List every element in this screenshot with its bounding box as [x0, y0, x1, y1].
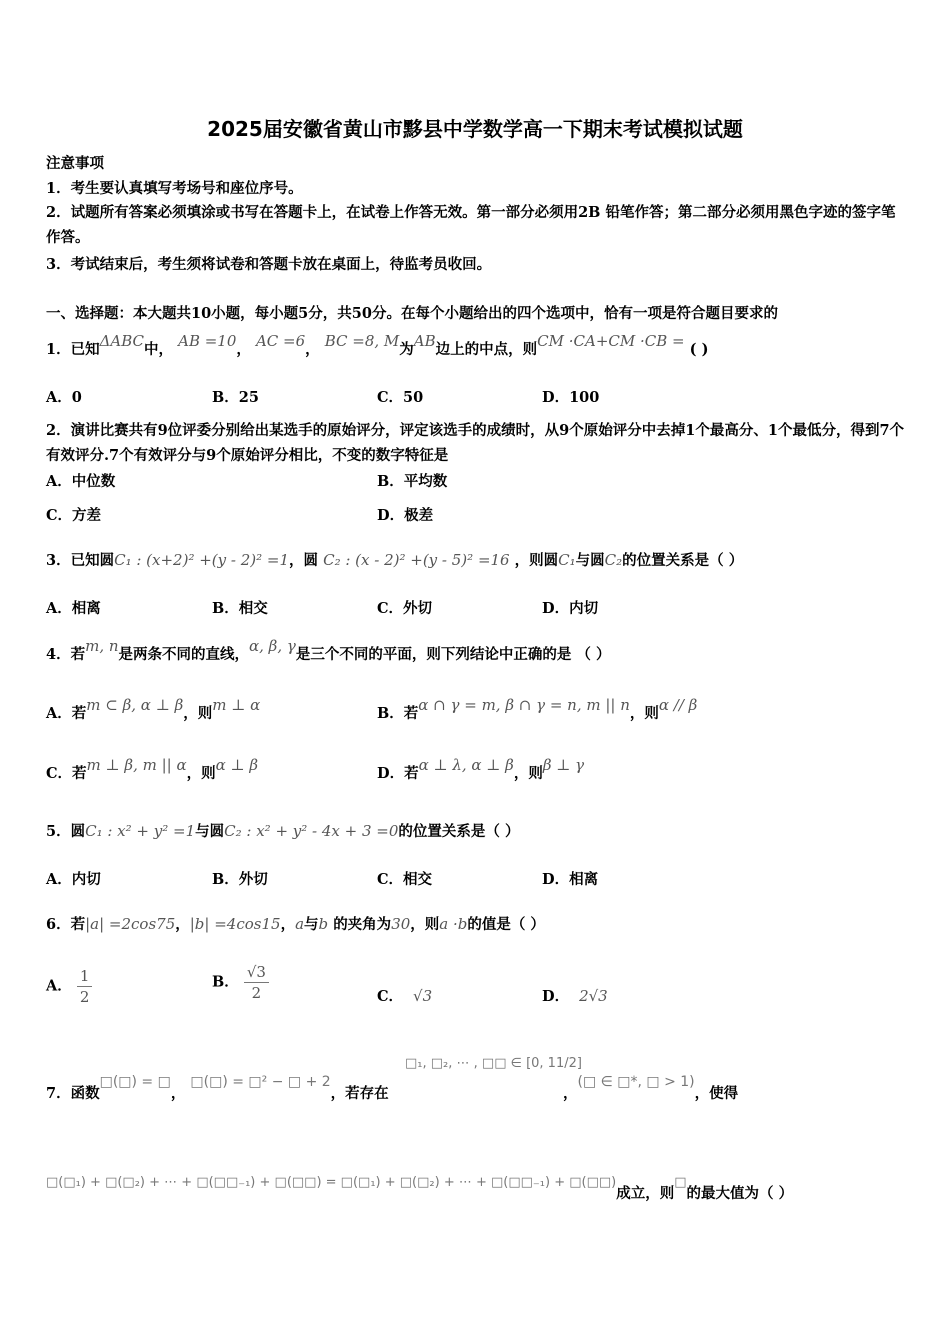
q2-option-a: A．中位数: [46, 473, 116, 490]
q6-text: ，则: [410, 916, 440, 933]
q5-math: C₂ : x² + y² - 4x + 3 =0: [224, 822, 399, 840]
q6-math: a ·b: [439, 915, 468, 933]
q5-number: 5．圆: [46, 823, 86, 840]
q3-text: 的位置关系是（ ）: [622, 552, 744, 569]
q3-math: C₁: [558, 551, 576, 569]
q6-option-a: [46, 966, 92, 1007]
q3-number: 3．已知圆: [46, 552, 115, 569]
q3-option-d: D．内切: [542, 600, 599, 617]
q6-text: 与: [304, 916, 319, 933]
q2-option-b: B．平均数: [377, 473, 448, 490]
q5-option-d: D．相离: [542, 871, 599, 888]
question-2: 2．演讲比赛共有9位评委分别给出某选手的原始评分，评定该选手的成绩时，从9个原始评分中去掉1个最高分、1个最低分，得到7个有效评分.7个有效评分与9个原始评分相比，不变的数字特征是: [46, 422, 905, 464]
notice-item-1: 1．考生要认真填写考场号和座位序号。: [46, 180, 303, 197]
q7-math: (□ ∈ □*, □ > 1): [577, 1074, 695, 1090]
notice-item-2: 2．试题所有答案必须填涂或书写在答题卡上，在试卷上作答无效。第一部分必须用2B 铅笔作答；第二部分必须用黑色字迹的签字笔作答。: [46, 204, 896, 246]
q7-math: □₁, □₂, ⋯ , □□ ∈ [0, 11/2]: [405, 1056, 582, 1071]
q1-option-a: A．0: [46, 389, 82, 406]
q4-math: α ⊥ β: [215, 756, 259, 774]
q4-math: m ⊥ α: [212, 696, 261, 714]
q6-math: 30: [391, 915, 411, 933]
q1-text: ，: [236, 341, 251, 358]
q3-option-a: A．相离: [46, 600, 101, 617]
q7-range: [405, 1055, 582, 1071]
q1-math: CM ·CA+CM ·CB =: [537, 332, 685, 350]
q7-math: □(□₁) + □(□₂) + ⋯ + □(□□₋₁) + □(□□) = □(□₁) + □(□₂) + ⋯ + □(□□₋₁) + □(□□): [46, 1175, 617, 1190]
q4-option-d: [377, 756, 585, 783]
q6-text: 的夹角为: [333, 916, 392, 933]
q3-math: C₂: [604, 551, 623, 569]
q6-math: a: [295, 915, 305, 933]
q1-math: ΔABC: [99, 332, 145, 350]
question-7: [46, 1070, 389, 1102]
q6-option-c: [377, 985, 432, 1006]
q1-text: 边上的中点，则: [435, 341, 538, 358]
q5-text: 与圆: [195, 823, 225, 840]
q4-option-b: [377, 696, 698, 723]
q5-option-b: B．外切: [212, 871, 268, 888]
q4-option-c: [46, 756, 259, 783]
q6-text: 的值是（ ）: [467, 916, 545, 933]
q7-math: □(□) = □² − □ + 2: [190, 1074, 331, 1090]
q4-text: ，则: [186, 765, 216, 782]
q6-math: |a| =2cos75: [85, 915, 176, 933]
notice-heading: 注意事项: [46, 155, 104, 172]
q2-option-d: D．极差: [377, 507, 434, 524]
q1-text: ，: [305, 341, 320, 358]
q4-math: m, n: [85, 637, 119, 655]
q1-number: 1．已知: [46, 341, 100, 358]
q4-number: 4．若: [46, 646, 86, 663]
q7-text: ，: [170, 1085, 186, 1102]
notice-item-3: 3．考试结束后，考生须将试卷和答题卡放在桌面上，待监考员收回。: [46, 256, 492, 273]
q7-text: 成立，则: [616, 1185, 675, 1202]
q3-text: ，圆: [289, 552, 319, 569]
q6-option-label: D．: [542, 988, 570, 1005]
q1-math: AB =10: [178, 332, 237, 350]
q4-text: ，则: [629, 705, 659, 722]
q4-text: ，则: [513, 765, 543, 782]
question-1: [46, 332, 709, 359]
q6-option-label: C．: [377, 988, 404, 1005]
q4-math: α ∩ γ = m, β ∩ γ = n, m || n: [418, 696, 630, 714]
q3-option-c: C．外切: [377, 600, 433, 617]
q7-number: 7．函数: [46, 1085, 100, 1102]
q7-condition: [563, 1070, 739, 1102]
q4-math: m ⊂ β, α ⊥ β: [86, 696, 184, 714]
question-6: [46, 913, 545, 934]
q4-option-label: D．若: [377, 765, 419, 782]
q4-math: β ⊥ γ: [542, 756, 585, 774]
q1-math: AB: [413, 332, 436, 350]
q3-option-b: B．相交: [212, 600, 268, 617]
q3-math: C₂ : (x - 2)² +(y - 5)² =16: [323, 551, 510, 569]
q4-option-label: B．若: [377, 705, 419, 722]
q6-math: |b| =4cos15: [189, 915, 281, 933]
q5-option-c: C．相交: [377, 871, 433, 888]
q7-text: ，使得: [694, 1085, 739, 1102]
denominator: 2: [251, 984, 262, 1002]
q6-option-label: A．: [46, 977, 72, 995]
q7-text: ，: [563, 1085, 578, 1102]
denominator: 2: [79, 988, 90, 1006]
q7-text: ，若存在: [330, 1085, 389, 1102]
q4-option-a: [46, 696, 261, 723]
q6-option-d: [542, 985, 608, 1006]
q5-text: 的位置关系是（ ）: [398, 823, 520, 840]
q4-math: α, β, γ: [249, 637, 296, 655]
q2-option-c: C．方差: [46, 507, 102, 524]
q6-math: b: [318, 915, 329, 933]
q7-math: □: [674, 1175, 687, 1190]
q3-math: C₁ : (x+2)² +(y - 2)² =1: [114, 551, 290, 569]
q4-math: m ⊥ β, m || α: [86, 756, 187, 774]
question-5: [46, 820, 519, 841]
q3-text: 与圆: [575, 552, 605, 569]
q4-text: 是三个不同的平面，则下列结论中正确的是 （ ）: [295, 646, 611, 663]
q4-option-label: A．若: [46, 705, 87, 722]
q1-text: 为: [399, 341, 414, 358]
section-heading: 一、选择题：本大题共10小题，每小题5分，共50分。在每个小题给出的四个选项中，恰有一项是符合题目要求的: [46, 305, 778, 322]
q1-option-b: B．25: [212, 389, 259, 406]
numerator: √3: [244, 962, 269, 983]
q6-math: 2√3: [579, 987, 608, 1005]
q4-option-label: C．若: [46, 765, 87, 782]
q5-math: C₁ : x² + y² =1: [85, 822, 196, 840]
q1-option-c: C．50: [377, 389, 424, 406]
q6-number: 6．若: [46, 916, 86, 933]
q1-text: ( ): [689, 341, 709, 358]
q7-text: 的最大值为（ ）: [686, 1185, 794, 1202]
q6-option-label: B．: [212, 973, 239, 991]
question-4: [46, 637, 611, 664]
q6-math: √3: [413, 987, 433, 1005]
q4-math: α // β: [658, 696, 698, 714]
numerator: 1: [77, 966, 93, 987]
q1-math: AC =6: [255, 332, 306, 350]
question-3: [46, 549, 743, 570]
page-title: 2025届安徽省黄山市黟县中学数学高一下期末考试模拟试题: [207, 117, 743, 141]
q1-option-d: D．100: [542, 389, 600, 406]
fraction: [244, 962, 269, 1003]
q7-math: □(□) = □: [99, 1074, 171, 1090]
q6-option-b: [212, 962, 269, 1003]
q5-option-a: A．内切: [46, 871, 101, 888]
q1-text: 中，: [144, 341, 174, 358]
q1-math: BC =8, M: [324, 332, 400, 350]
q6-text: ，: [175, 916, 190, 933]
q4-math: α ⊥ λ, α ⊥ β: [418, 756, 514, 774]
q4-text: ，则: [183, 705, 213, 722]
q6-text: ，: [280, 916, 296, 933]
q3-text: ，则圆: [514, 552, 559, 569]
q7-equation-line: [46, 1170, 794, 1202]
q4-text: 是两条不同的直线，: [118, 646, 250, 663]
fraction: [77, 966, 93, 1007]
